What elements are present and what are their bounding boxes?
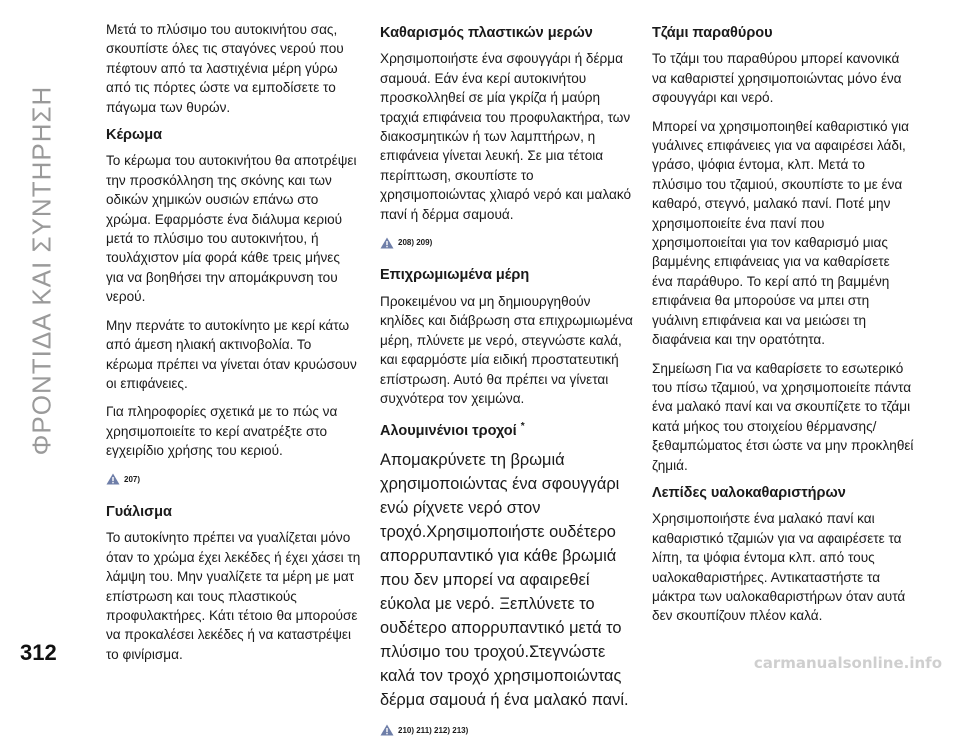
wiper-paragraph-1: Χρησιμοποιήστε ένα μαλακό πανί και καθαριστικό τζαμιών για να αφαιρέσετε τα λίπη, τα ψόφια έντομα κλπ. από τους υαλοκαθαριστήρες. Αντικαταστήστε τα μάκτρα των υαλοκαθαριστήρων όταν αυτά δεν σκουπίζουν πλέον καλά. — [652, 511, 906, 624]
column-3 — [652, 20, 914, 635]
alloy-heading-star: * — [520, 421, 525, 433]
wax-warning-ref — [106, 470, 361, 489]
wax-heading: Κέρωμα — [106, 127, 163, 144]
glass-heading: Τζάμι παραθύρου — [652, 25, 773, 41]
chapter-side-title — [10, 20, 74, 520]
chapter-title-text: ΦΡΟΝΤΙΔΑ ΚΑΙ ΣΥΝΤΗΡΗΣΗ — [26, 85, 57, 455]
plastic-warning-ref — [380, 233, 638, 252]
wax-ref-text: 207) — [124, 474, 141, 484]
alloy-ref-text: 210) 211) 212) 213) — [398, 725, 469, 735]
glass-paragraph-2: Μπορεί να χρησιμοποιηθεί καθαριστικό για γυάλινες επιφάνειες για να αφαιρέσει λάδι, γράσο, ψόφια έντομα, κλπ. Μετά το πλύσιμο του τζαμιού, σκουπίστε το με ένα καθαρό, στεγνό, μαλακό πανί. Ποτέ μην χρησιμοποιείτε ένα πανί που χρησιμοποιείται για τον καθαρισμό μιας βαμμένης επιφάνειας για να καθαρίσετε ένα παράθυρο. Το κερί από τη βαμμένη επιφάνεια θα μπορούσε να μπει στη γυάλινη επιφάνεια και να μειώσει τη διαφάνεια και την ορατότητα. — [652, 118, 909, 348]
watermark: carmanualsonline.info — [753, 654, 942, 672]
plastic-ref-text: 208) 209) — [398, 238, 433, 248]
warning-triangle-icon — [380, 724, 394, 736]
alloy-heading — [380, 417, 638, 441]
chrome-heading: Επιχρωμιωμένα μέρη — [380, 267, 530, 284]
page-number: 312 — [20, 640, 57, 665]
polish-heading: Γυάλισμα — [106, 503, 172, 520]
column-2 — [380, 20, 638, 754]
plastic-paragraph-1: Χρησιμοποιήστε ένα σφουγγάρι ή δέρμα σαμουά. Εάν ένα κερί αυτοκινήτου προσκολληθεί σε μία γκρίζα ή μαύρη τραχιά επιφάνεια του προφυλακτήρα, των διακοσμητικών ή των λαμπτήρων, η επιφάνεια γίνεται λευκή. Σε μια τέτοια περίπτωση, σκουπίστε το χρησιμοποιώντας χλιαρό νερό και μαλακό πανί ή δέρμα σαμουά. — [380, 51, 632, 222]
wax-paragraph-2: Μην περνάτε το αυτοκίνητο με κερί κάτω από άμεση ηλιακή ακτινοβολία. Το κέρωμα πρέπει να γίνεται όταν κρυώσουν οι επιφάνειες. — [106, 317, 357, 391]
alloy-heading-text: Αλουμινένιοι τροχοί — [380, 423, 517, 440]
wax-paragraph-1: Το κέρωμα του αυτοκινήτου θα αποτρέψει την προσκόλληση της σκόνης και των οδικών χημικών ουσιών επάνω στο χρώμα. Εφαρμόστε ένα διάλυμα κεριού μετά το πλύσιμο του αυτοκινήτου, ή τουλάχιστον μία φορά κάθε τρεις μήνες για να βοηθήσει την απομάκρυνση του νερού. — [106, 153, 357, 305]
alloy-paragraph-1: Απομακρύνετε τη βρωμιά χρησιμοποιώντας ένα σφουγγάρι ενώ ρίχνετε νερό στον τροχό.Χρησιμοποιήστε ουδέτερο απορρυπαντικό για κάθε βρωμιά που δεν μπορεί να αφαιρεθεί εύκολα με νερό. Ξεπλύνετε το ουδέτερο απορρυπαντικό μετά το πλύσιμο του τροχού.Στεγνώστε καλά τον τροχό χρησιμοποιώντας δέρμα σαμουά ή ένα μαλακό πανί. — [380, 450, 629, 709]
glass-note-paragraph: Σημείωση Για να καθαρίσετε το εσωτερικό του πίσω τζαμιού, να χρησιμοποιείτε πάντα ένα μαλακό πανί και να σκουπίζετε το τζάμι κατά μήκος του στοιχείου θέρμανσης/ ξεθαμπώματος έτσι ώστε να μην προκληθεί ζημιά. — [652, 360, 914, 473]
intro-paragraph: Μετά το πλύσιμο του αυτοκινήτου σας, σκουπίστε όλες τις σταγόνες νερού που πέφτουν από τα λαστιχένια μέρη γύρω από τις πόρτες ώστε να εμποδίσετε το πάγωμα των θυρών. — [106, 22, 344, 115]
warning-triangle-icon — [380, 237, 394, 249]
alloy-warning-ref — [380, 721, 638, 740]
polish-paragraph-1: Το αυτοκίνητο πρέπει να γυαλίζεται μόνο όταν το χρώμα έχει λεκέδες ή έχει χάσει τη λάμψη του. Μην γυαλίζετε τα μέρη με ματ επίστρωση και τους πλαστικούς προφυλακτήρες. Κάτι τέτοιο θα μπορούσε να προκαλέσει λεκέδες ή να καταστρέψει το φινίρισμα. — [106, 530, 361, 662]
glass-paragraph-1: Το τζάμι του παραθύρου μπορεί κανονικά να καθαριστεί χρησιμοποιώντας μόνο ένα σφουγγάρι και νερό. — [652, 51, 902, 106]
wax-paragraph-3: Για πληροφορίες σχετικά με το πώς να χρησιμοποιείτε το κερί ανατρέξτε στο εγχειρίδιο χρήσης του κεριού. — [106, 404, 338, 459]
warning-triangle-icon — [106, 473, 120, 485]
wiper-heading: Λεπίδες υαλοκαθαριστήρων — [652, 484, 846, 501]
chrome-paragraph-1: Προκειμένου να μη δημιουργηθούν κηλίδες και διάβρωση στα επιχρωμιωμένα μέρη, πλύνετε με νερό, στεγνώστε καλά, και εφαρμόστε μία ειδική προστατευτική επίστρωση. Αυτό θα πρέπει να γίνεται συχνότερα τον χειμώνα. — [380, 293, 633, 406]
column-1 — [106, 20, 361, 673]
plastic-heading: Καθαρισμός πλαστικών μερών — [380, 25, 593, 41]
